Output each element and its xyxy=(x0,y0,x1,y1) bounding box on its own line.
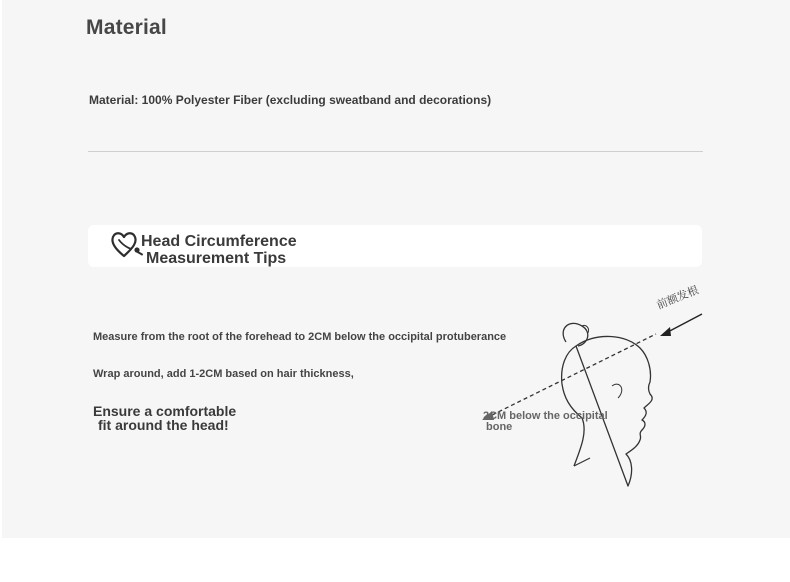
comfort-note xyxy=(93,404,236,432)
section-divider xyxy=(88,151,703,152)
measure-step-1: Measure from the root of the forehead to 2CM below the occipital protuberance xyxy=(93,331,507,343)
occipital-label-line2: bone xyxy=(486,421,513,433)
material-description: Material: 100% Polyester Fiber (excluding sweatband and decorations) xyxy=(89,93,492,107)
occipital-label-line1: 2CM below the occipital xyxy=(483,410,608,422)
head-measure-diagram xyxy=(470,290,720,495)
section-title: Material xyxy=(86,16,167,39)
ear xyxy=(612,384,622,398)
comfort-note-line2: fit around the head! xyxy=(98,417,229,433)
tips-title xyxy=(141,233,297,267)
forehead-label: 前额发根 xyxy=(655,284,701,312)
comfort-note-line1: Ensure a comfortable xyxy=(93,403,237,419)
tips-title-line2: Measurement Tips xyxy=(146,250,287,267)
occipital-label xyxy=(483,411,608,433)
measure-step-2: Wrap around, add 1-2CM based on hair thickness, xyxy=(93,368,354,380)
forehead-arrow-icon xyxy=(660,327,671,336)
hair-bun xyxy=(563,323,588,346)
tips-title-line1: Head Circumference xyxy=(141,233,297,250)
